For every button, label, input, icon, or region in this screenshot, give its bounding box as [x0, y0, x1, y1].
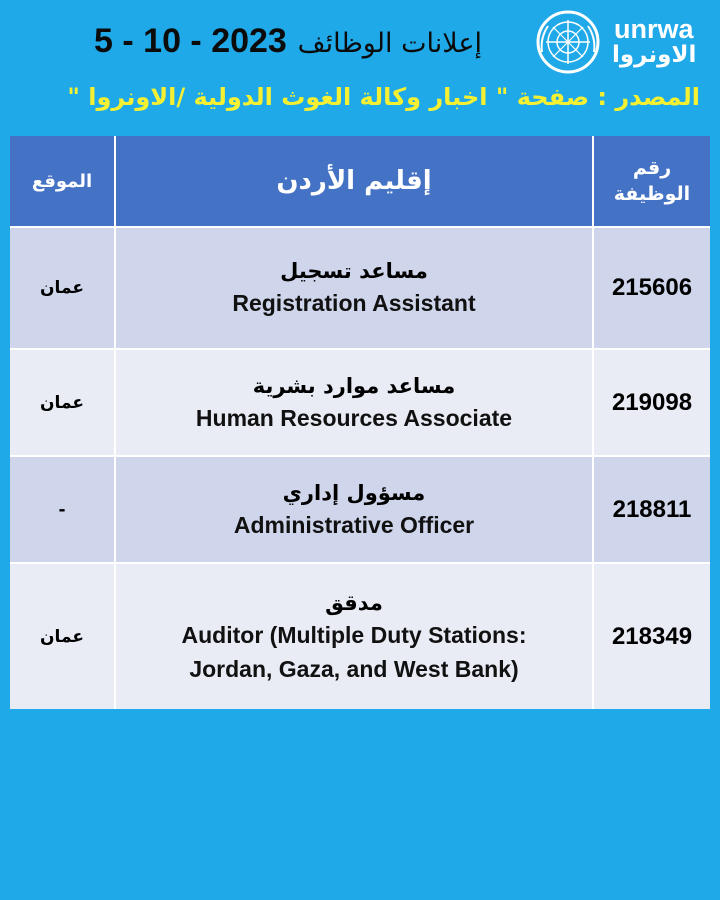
table-row: [10, 348, 710, 455]
job-number: 219098: [611, 388, 693, 416]
job-title-english: Auditor (Multiple Duty Stations: Jordan, Gaza, and West Bank): [181, 621, 527, 682]
table-row: [10, 226, 710, 348]
job-number: 215606: [611, 274, 693, 301]
logo-text-english: unrwa: [614, 14, 694, 44]
job-title-arabic: مساعد تسجيل: [280, 259, 428, 283]
logo-text-arabic: الاونروا: [612, 42, 697, 68]
table-row: [10, 562, 710, 709]
job-title-cell: [114, 350, 594, 455]
job-title-cell: [114, 457, 594, 562]
title-arabic: إعلانات الوظائف: [297, 28, 482, 59]
jobs-table: [10, 136, 710, 709]
header-job-number: رقم الوظيفة: [613, 157, 691, 205]
job-title-arabic: مسؤول إداري: [282, 480, 426, 505]
job-location: عمان: [40, 278, 84, 298]
job-title-arabic: مدقق: [325, 590, 383, 615]
job-title-english: Human Resources Associate: [195, 404, 513, 431]
un-emblem-icon: [534, 8, 602, 76]
page-header: [0, 0, 720, 130]
header-region: إقليم الأردن: [114, 136, 594, 226]
job-title-cell: [114, 228, 594, 348]
table-header-row: [10, 136, 710, 226]
job-title-english: Administrative Officer: [233, 511, 475, 538]
job-number: 218349: [611, 622, 693, 650]
job-title-arabic: مساعد موارد بشرية: [252, 373, 456, 398]
title-date: 5 - 10 - 2023: [94, 22, 287, 60]
job-location: عمان: [40, 626, 84, 647]
source-line: المصدر : صفحة " اخبار وكالة الغوث الدولية /الاونروا ": [67, 83, 700, 111]
job-title-english: Registration Assistant: [232, 290, 476, 316]
job-number: 218811: [612, 495, 692, 523]
job-location: عمان: [40, 392, 84, 413]
job-location: -: [58, 499, 66, 520]
job-title-cell: [114, 564, 594, 709]
header-location: الموقع: [31, 170, 93, 192]
page-title: [48, 22, 528, 61]
unrwa-logo: [534, 8, 714, 76]
table-row: [10, 455, 710, 562]
